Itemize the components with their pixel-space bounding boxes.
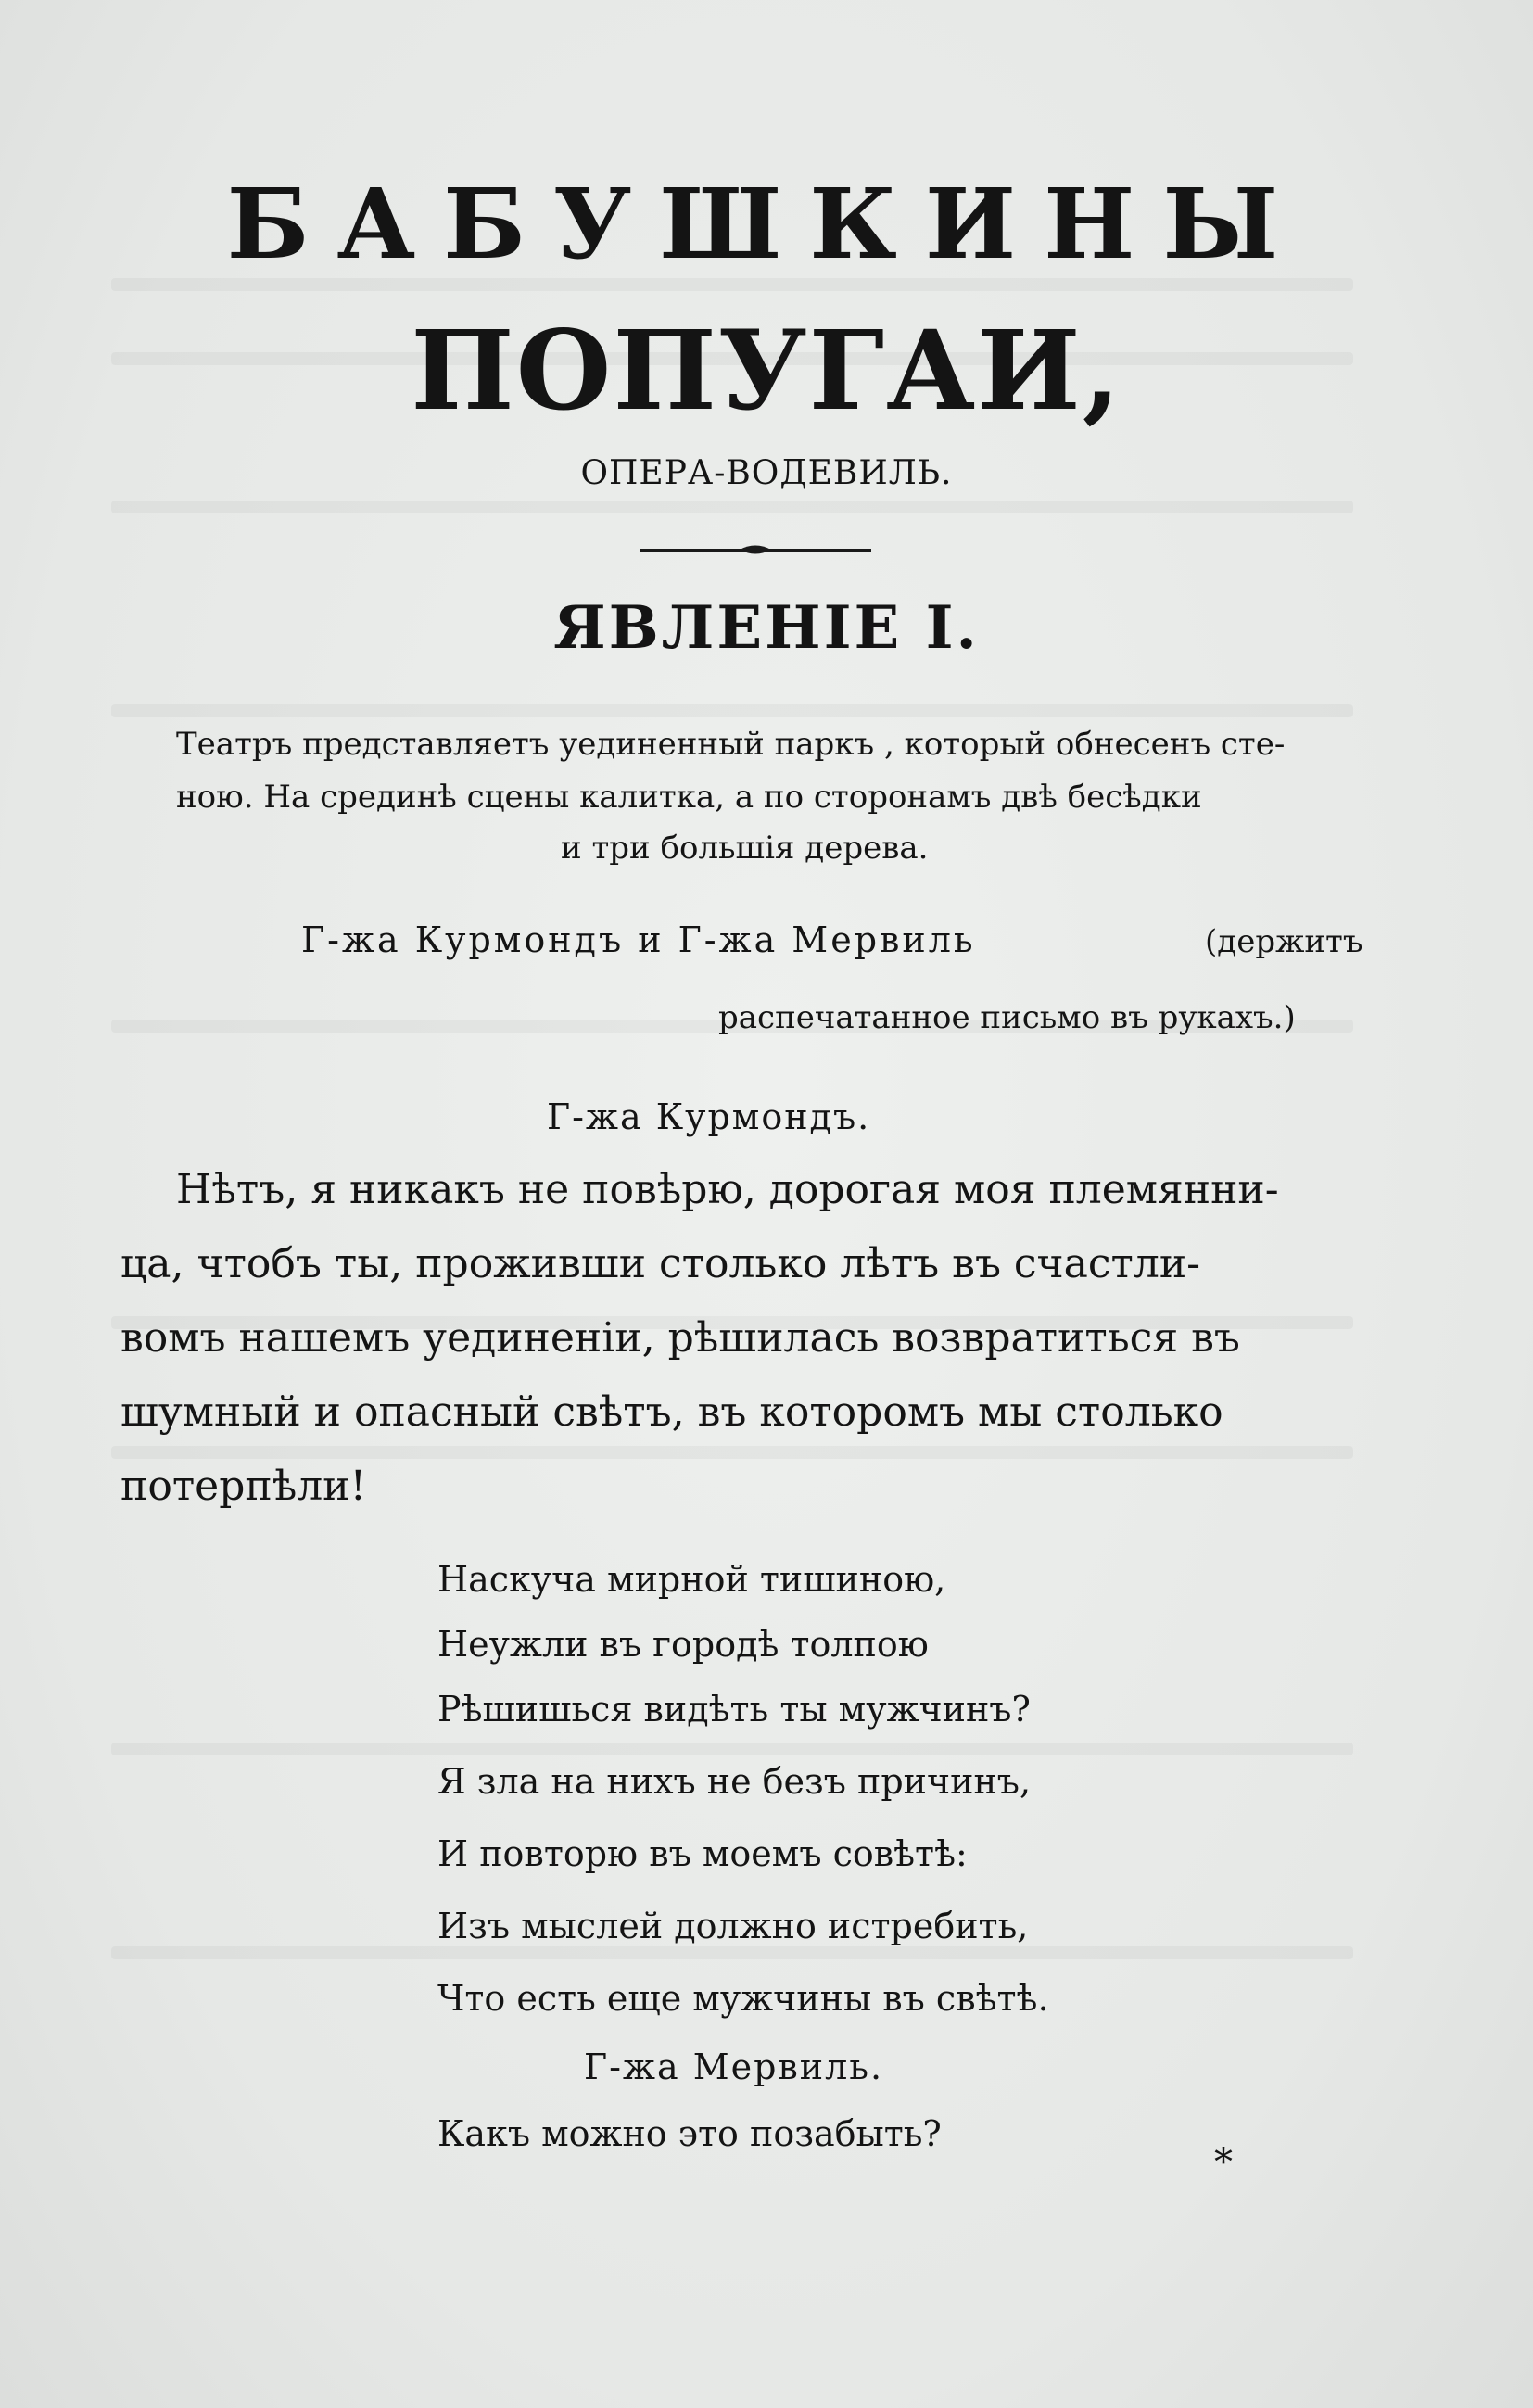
subtitle: ОПЕРА-ВОДЕВИЛЬ. [580, 454, 953, 492]
verse-line: Что есть еще мужчины въ свѣтѣ. [437, 1978, 1049, 2019]
prose-line: вомъ нашемъ уединеніи, рѣшилась возвратиться въ [120, 1314, 1240, 1362]
characters-line: Г-жа Курмондъ и Г-жа Мервиль [301, 919, 976, 960]
verse-line: Какъ можно это позабыть? [437, 2113, 942, 2154]
verse-line: Наскуча мирной тишиною, [437, 1559, 946, 1600]
bleed-through [111, 704, 1353, 717]
title-line-2: ПОПУГАИ, [411, 306, 1122, 435]
characters-aside: распечатанное письмо въ рукахъ.) [718, 999, 1296, 1036]
footnote-mark: * [1214, 2141, 1233, 2184]
characters-aside: (держитъ [1205, 923, 1363, 960]
verse-line: Я зла на нихъ не безъ причинъ, [437, 1761, 1032, 1802]
stage-direction-line: и три большія дерева. [561, 830, 929, 867]
bleed-through [111, 1743, 1353, 1755]
bleed-through [111, 501, 1353, 513]
speaker-name: Г-жа Курмондъ. [547, 1096, 871, 1137]
prose-line: шумный и опасный свѣтъ, въ которомъ мы столько [120, 1388, 1223, 1436]
scene-heading: ЯВЛЕНІЕ I. [553, 593, 980, 663]
bleed-through [111, 1946, 1353, 1959]
prose-line: Нѣтъ, я никакъ не повѣрю, дорогая моя племянни- [176, 1166, 1279, 1213]
prose-line: ца, чтобъ ты, проживши столько лѣтъ въ счастли- [120, 1240, 1201, 1287]
bleed-through [111, 1446, 1353, 1459]
verse-line: И повторю въ моемъ совѣтѣ: [437, 1833, 968, 1874]
speaker-name: Г-жа Мервиль. [584, 2047, 884, 2087]
verse-line: Изъ мыслей должно истребить, [437, 1906, 1029, 1946]
verse-line: Рѣшишься видѣть ты мужчинъ? [437, 1689, 1031, 1730]
rule-ornament-icon [740, 543, 771, 556]
stage-direction-line: ною. На срединѣ сцены калитка, а по сторонамъ двѣ бесѣдки [176, 779, 1202, 816]
stage-direction-line: Театръ представляетъ уединенный паркъ , который обнесенъ сте- [176, 726, 1286, 763]
title-line-1: БАБУШКИНЫ [226, 167, 1307, 281]
prose-line: потерпѣли! [120, 1463, 367, 1510]
verse-line: Неужли въ городѣ толпою [437, 1624, 929, 1665]
